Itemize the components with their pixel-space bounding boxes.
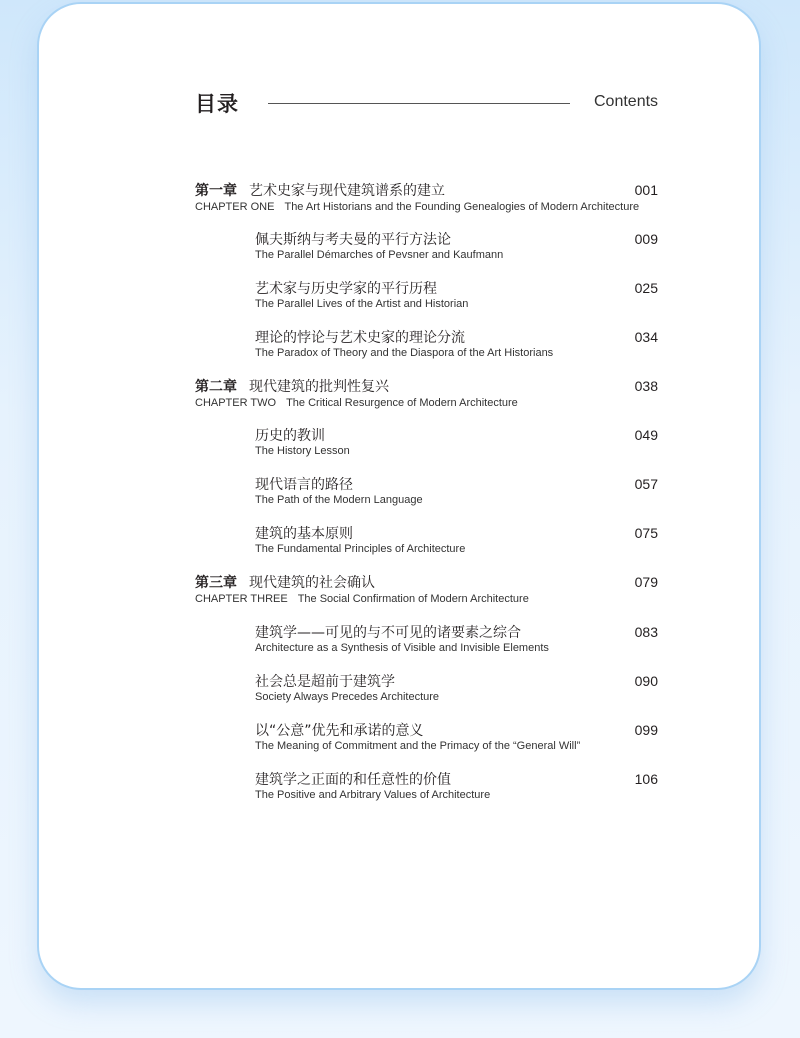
page-number: 049 <box>634 427 658 443</box>
page-number: 009 <box>634 231 658 247</box>
section-title-english: Society Always Precedes Architecture <box>255 691 440 703</box>
section-title-english: Architecture as a Synthesis of Visible and Invisible Elements <box>255 642 549 654</box>
toc-title: 目录 <box>195 92 239 116</box>
chapter-title: 艺术史家与现代建筑谱系的建立 <box>249 183 445 199</box>
section-title-english: The Positive and Arbitrary Values of Architecture <box>255 789 491 801</box>
chapter-label-english: CHAPTER ONE <box>195 201 275 213</box>
section-title-english: The Path of the Modern Language <box>255 494 423 506</box>
page-number: 034 <box>634 329 658 345</box>
page-number: 090 <box>634 673 658 689</box>
chapter-title: 现代建筑的社会确认 <box>249 575 375 591</box>
section-title: 现代语言的路径 <box>255 477 353 493</box>
section-title: 历史的教训 <box>255 428 325 444</box>
section-title: 社会总是超前于建筑学 <box>255 674 395 690</box>
page-number: 099 <box>634 722 658 738</box>
chapter-label-english: CHAPTER TWO <box>195 397 277 409</box>
chapter-label: 第一章 <box>195 183 237 199</box>
section-title-english: The Meaning of Commitment and the Primacy of the “General Will” <box>255 740 581 752</box>
chapter-title-english: The Critical Resurgence of Modern Architecture <box>286 397 518 409</box>
section-title-english: The Paradox of Theory and the Diaspora of the Art Historians <box>255 347 554 359</box>
title-divider <box>268 103 570 104</box>
section-title-english: The Fundamental Principles of Architecture <box>255 543 466 555</box>
page-number: 025 <box>634 280 658 296</box>
chapter-title: 现代建筑的批判性复兴 <box>249 379 389 395</box>
section-title-english: The History Lesson <box>255 445 350 457</box>
page-number: 075 <box>634 525 658 541</box>
section-title-english: The Parallel Démarches of Pevsner and Kaufmann <box>255 249 504 261</box>
chapter-label: 第二章 <box>195 379 237 395</box>
section-title: 佩夫斯纳与考夫曼的平行方法论 <box>255 232 451 248</box>
section-title: 建筑的基本原则 <box>255 526 353 542</box>
page-number: 083 <box>634 624 658 640</box>
page-number: 038 <box>634 378 658 394</box>
section-title: 建筑学之正面的和任意性的价值 <box>255 772 451 788</box>
section-title: 以“公意”优先和承诺的意义 <box>255 723 424 739</box>
toc-title-english: Contents <box>594 93 659 110</box>
chapter-label-english: CHAPTER THREE <box>195 593 288 605</box>
section-title: 建筑学——可见的与不可见的诸要素之综合 <box>255 625 521 641</box>
page-number: 057 <box>634 476 658 492</box>
section-title: 艺术家与历史学家的平行历程 <box>255 281 437 297</box>
page-number: 106 <box>634 771 658 787</box>
chapter-title-english: The Art Historians and the Founding Genealogies of Modern Architecture <box>284 201 640 213</box>
chapter-label: 第三章 <box>195 575 237 591</box>
section-title: 理论的悖论与艺术史家的理论分流 <box>255 330 465 346</box>
section-title-english: The Parallel Lives of the Artist and Historian <box>255 298 469 310</box>
page-number: 079 <box>634 574 658 590</box>
page-number: 001 <box>634 182 658 198</box>
chapter-title-english: The Social Confirmation of Modern Architecture <box>297 593 529 605</box>
